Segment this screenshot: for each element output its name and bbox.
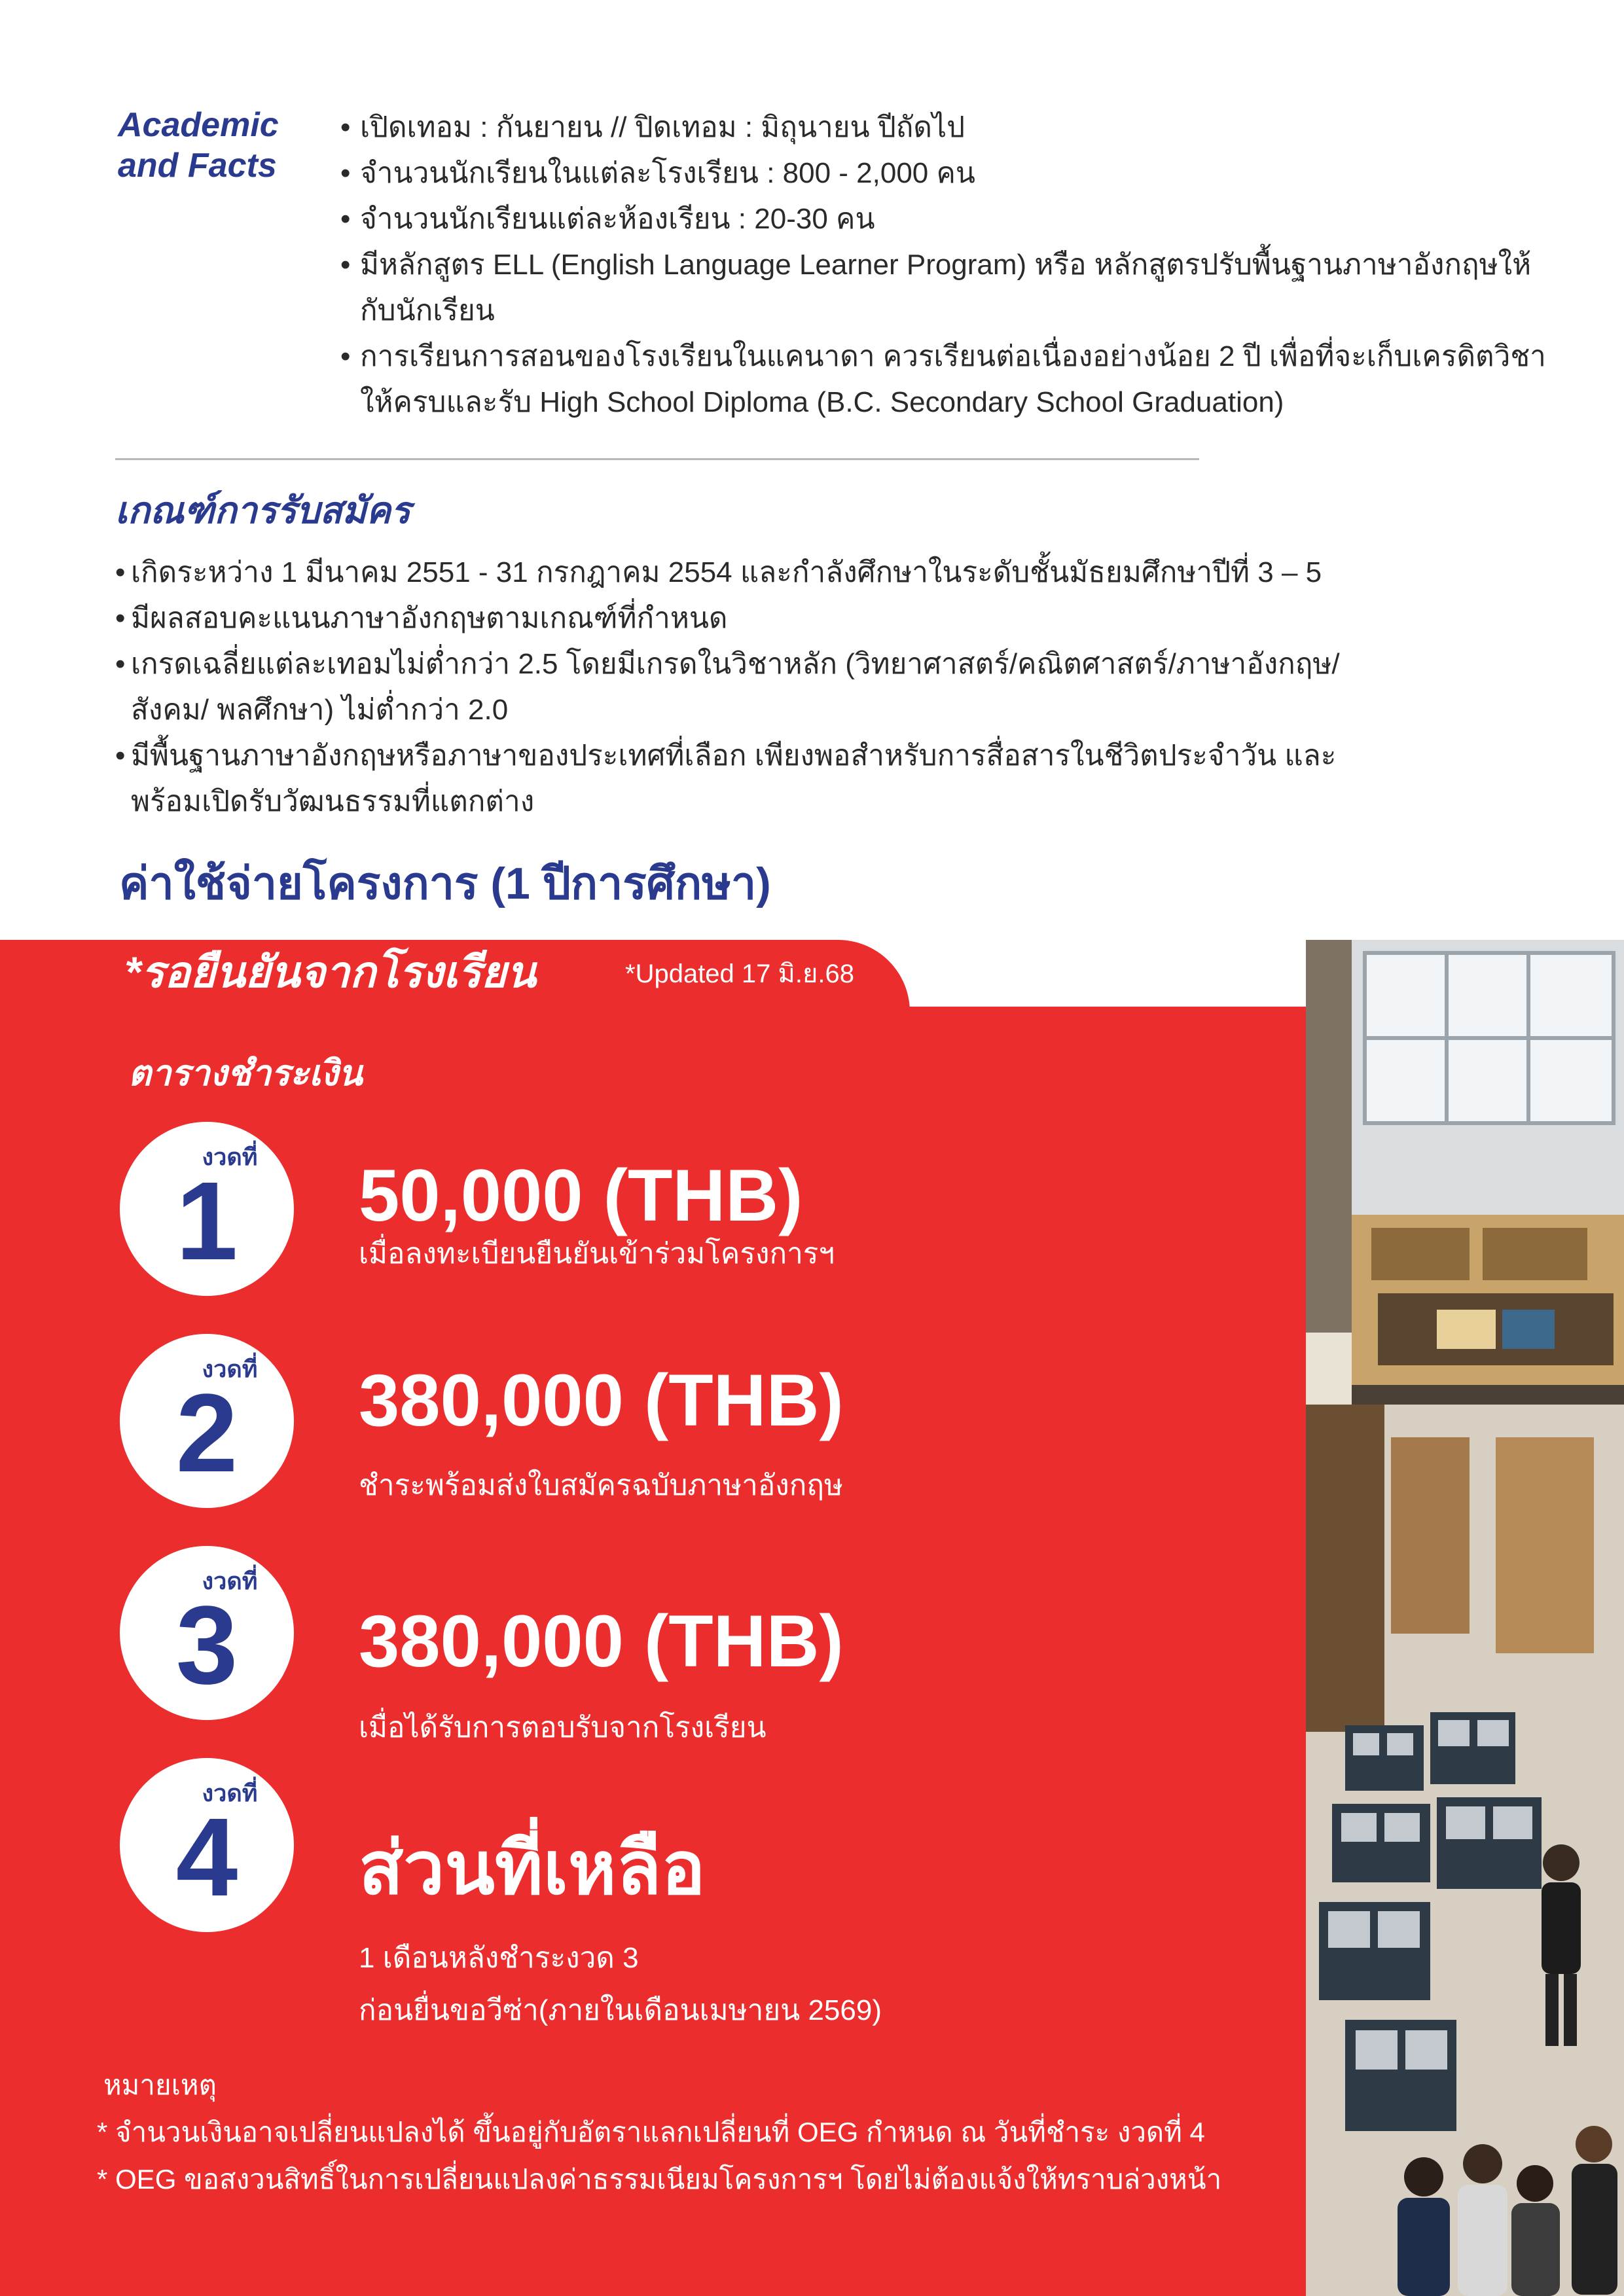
installment-badge-3 [120, 1546, 294, 1720]
awaiting-confirmation: *รอยืนยันจากโรงเรียน [124, 948, 536, 996]
installment-label: งวดที่ [202, 1355, 258, 1382]
updated-date: *Updated 17 มิ.ย.68 [625, 960, 855, 988]
academic-title-line1: Academic [118, 106, 279, 144]
installment-amount-2: 380,000 (THB) [359, 1359, 844, 1441]
installment-badge-2 [120, 1334, 294, 1508]
installment-label: งวดที่ [202, 1780, 258, 1806]
list-item: • จำนวนนักเรียนในแต่ละโรงเรียน : 800 - 2,000 คน [340, 151, 1558, 196]
academic-facts-title [118, 105, 327, 186]
installment-amount-4: ส่วนที่เหลือ [359, 1827, 706, 1909]
remarks [97, 2062, 1301, 2203]
installment-number: 4 [175, 1795, 238, 1920]
school-hall-photo [1306, 940, 1624, 2296]
list-item: • เปิดเทอม : กันยายน // ปิดเทอม : มิถุนายน ปีถัดไป [340, 105, 1558, 151]
list-item: • การเรียนการสอนของโรงเรียนในแคนาดา ควรเรียนต่อเนื่องอย่างน้อย 2 ปี เพื่อที่จะเก็บเครดิตวิชาให้ครบและรับ High School Diploma (B.C. Secondary School Graduation) [340, 334, 1558, 425]
section-divider [115, 458, 1199, 460]
list-item: • มีพื้นฐานภาษาอังกฤษหรือภาษาของประเทศที่เลือก เพียงพอสำหรับการสื่อสารในชีวิตประจำวัน และ พร้อมเปิดรับวัฒนธรรมที่แตกต่าง [115, 733, 1407, 825]
installment-badge-4 [120, 1758, 294, 1932]
installment-amount-1: 50,000 (THB) [359, 1155, 803, 1236]
academic-title-line2: and Facts [118, 147, 277, 185]
list-item: • เกิดระหว่าง 1 มีนาคม 2551 - 31 กรกฎาคม 2554 และกำลังศึกษาในระดับชั้นมัธยมศึกษาปีที่ 3 – 5 [115, 550, 1424, 596]
installment-label: งวดที่ [202, 1143, 258, 1170]
payment-schedule-title: ตารางชำระเงิน [128, 1054, 363, 1093]
list-item: • เกรดเฉลี่ยแต่ละเทอมไม่ต่ำกว่า 2.5 โดยมีเกรดในวิชาหลัก (วิทยาศาสตร์/คณิตศาสตร์/ภาษาอังกฤษ/สังคม/ พลศึกษา) ไม่ต่ำกว่า 2.0 [115, 641, 1407, 733]
costs-title: ค่าใช้จ่ายโครงการ (1 ปีการศึกษา) [119, 859, 771, 908]
list-item: • มีหลักสูตร ELL (English Language Learner Program) หรือ หลักสูตรปรับพื้นฐานภาษาอังกฤษให้กับนักเรียน [340, 242, 1558, 334]
installment-note-1: เมื่อลงทะเบียนยืนยันเข้าร่วมโครงการฯ [359, 1238, 835, 1270]
remarks-title: หมายเหตุ [103, 2070, 217, 2100]
installment-note-4a: 1 เดือนหลังชำระงวด 3 [359, 1942, 639, 1974]
academic-facts-list [340, 105, 1558, 425]
installment-note-4b: ก่อนยื่นขอวีซ่า(ภายในเดือนเมษายน 2569) [359, 1994, 882, 2026]
criteria-list [115, 550, 1424, 825]
list-item: • มีผลสอบคะแนนภาษาอังกฤษตามเกณฑ์ที่กำหนด [115, 596, 1424, 641]
installment-note-3: เมื่อได้รับการตอบรับจากโรงเรียน [359, 1712, 767, 1744]
installment-number: 2 [175, 1371, 238, 1496]
list-item: • จำนวนนักเรียนแต่ละห้องเรียน : 20-30 คน [340, 196, 1558, 242]
installment-note-2: ชำระพร้อมส่งใบสมัครฉบับภาษาอังกฤษ [359, 1469, 844, 1501]
remark-line: * OEG ขอสงวนสิทธิ์ในการเปลี่ยนแปลงค่าธรรมเนียมโครงการฯ โดยไม่ต้องแจ้งให้ทราบล่วงหน้า [97, 2164, 1222, 2195]
installment-badge-1 [120, 1122, 294, 1296]
installment-label: งวดที่ [202, 1568, 258, 1594]
criteria-title: เกณฑ์การรับสมัคร [115, 490, 411, 531]
installment-number: 3 [175, 1583, 238, 1708]
installment-amount-3: 380,000 (THB) [359, 1600, 844, 1682]
remark-line: * จำนวนเงินอาจเปลี่ยนแปลงได้ ขึ้นอยู่กับอัตราแลกเปลี่ยนที่ OEG กำหนด ณ วันที่ชำระ งวดที่ 4 [97, 2117, 1205, 2147]
installment-number: 1 [175, 1159, 238, 1283]
